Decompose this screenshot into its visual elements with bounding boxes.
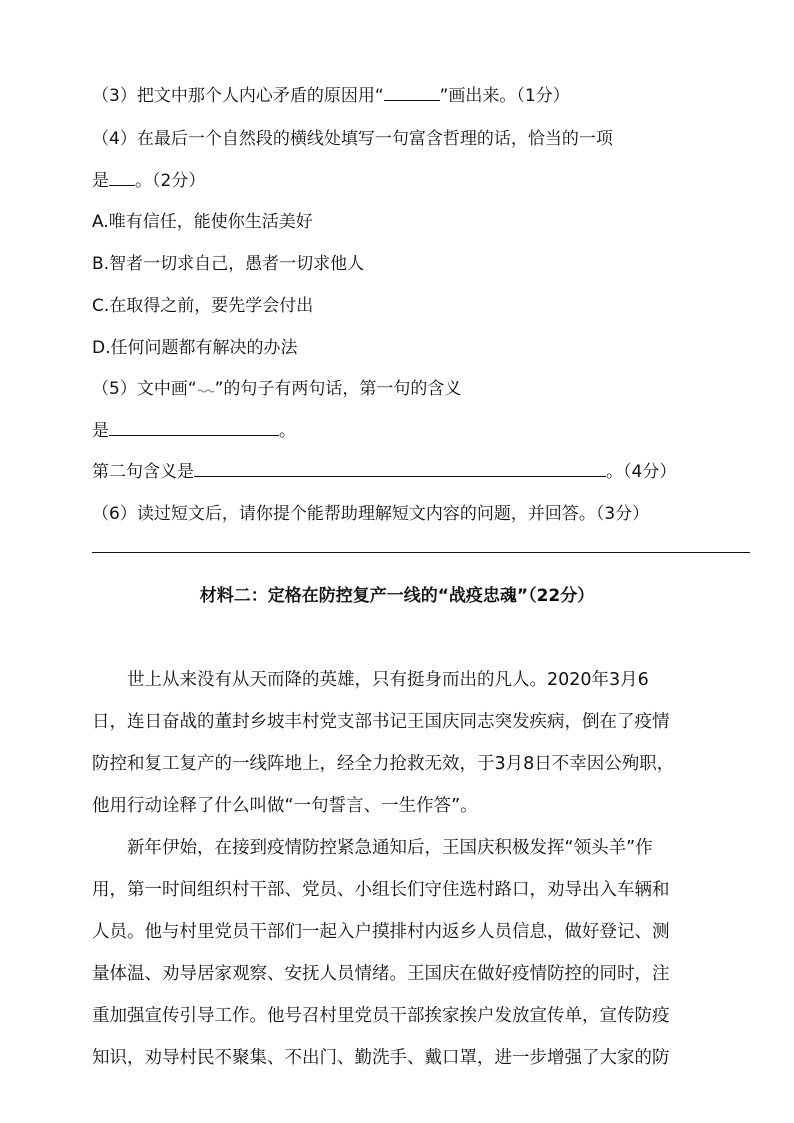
question-5-prefix: （5）文中画“ xyxy=(92,379,197,399)
option-c: C.在取得之前，要先学会付出 xyxy=(92,296,314,316)
question-6: （6）读过短文后，请你提个能帮助理解短文内容的问题，并回答。（3分） xyxy=(92,504,650,524)
question-5-line-3-prefix: 第二句含义是 xyxy=(92,462,194,482)
option-a: A.唯有信任，能使你生活美好 xyxy=(92,212,313,232)
question-4-prefix: 是 xyxy=(92,171,109,191)
paragraph-line: 量体温、劝导居家观察、安抚人员情绪。王国庆在做好疫情防控的同时，注 xyxy=(92,964,670,984)
question-3-text-end: ”画出来。（1分） xyxy=(439,86,570,106)
answer-blank xyxy=(384,84,440,101)
answer-blank xyxy=(194,460,606,477)
paragraph-line: 重加强宣传引导工作。他号召村里党员干部挨家挨户发放宣传单，宣传防疫 xyxy=(92,1006,670,1026)
option-d: D.任何问题都有解决的办法 xyxy=(92,338,298,358)
question-3-text-start: （3）把文中那个人内心矛盾的原因用“ xyxy=(92,86,384,106)
question-5-line-3-suffix: 。（4分） xyxy=(606,462,677,482)
paragraph-line: 他用行动诠释了什么叫做“一句誓言、一生作答”。 xyxy=(92,796,478,816)
paragraph-line: 人员。他与村里党员干部们一起入户摸排村内返乡人员信息，做好登记、测 xyxy=(92,922,670,942)
question-4-suffix: 。（2分） xyxy=(135,171,206,191)
answer-line xyxy=(92,552,750,553)
question-5-line-1 xyxy=(92,377,461,401)
paragraph-line: 日，连日奋战的董封乡坡丰村党支部书记王国庆同志突发疾病，倒在了疫情 xyxy=(92,712,670,732)
question-5-line-2-prefix: 是 xyxy=(92,421,109,441)
question-5-line-2 xyxy=(92,419,296,443)
material-heading: 材料二：定格在防控复产一线的“战疫忠魂”（22分） xyxy=(199,586,595,606)
paragraph-line: 知识，劝导村民不聚集、不出门、勤洗手、戴口罩，进一步增强了大家的防 xyxy=(92,1048,670,1068)
answer-blank xyxy=(109,419,279,436)
option-b: B.智者一切求自己，愚者一切求他人 xyxy=(92,254,365,274)
paragraph-line: 用，第一时间组织村干部、党员、小组长们守住选村路口，劝导出入车辆和 xyxy=(92,880,670,900)
wavy-underline-icon xyxy=(197,380,215,394)
answer-blank xyxy=(109,169,135,186)
question-3 xyxy=(92,84,570,108)
paragraph-line: 防控和复工复产的一线阵地上，经全力抢救无效，于3月8日不幸因公殉职， xyxy=(92,754,675,774)
question-5-line-3 xyxy=(92,460,676,484)
paragraph-line: 新年伊始，在接到疫情防控紧急通知后，王国庆积极发挥“领头羊”作 xyxy=(127,838,653,858)
question-4-line-2 xyxy=(92,169,205,193)
question-4-line-1: （4）在最后一个自然段的横线处填写一句富含哲理的话，恰当的一项 xyxy=(92,129,613,149)
question-5-suffix: ”的句子有两句话，第一句的含义 xyxy=(214,379,462,399)
paragraph-line: 世上从来没有从天而降的英雄，只有挺身而出的凡人。2020年3月6 xyxy=(127,670,649,690)
question-5-line-2-suffix: 。 xyxy=(279,421,296,441)
